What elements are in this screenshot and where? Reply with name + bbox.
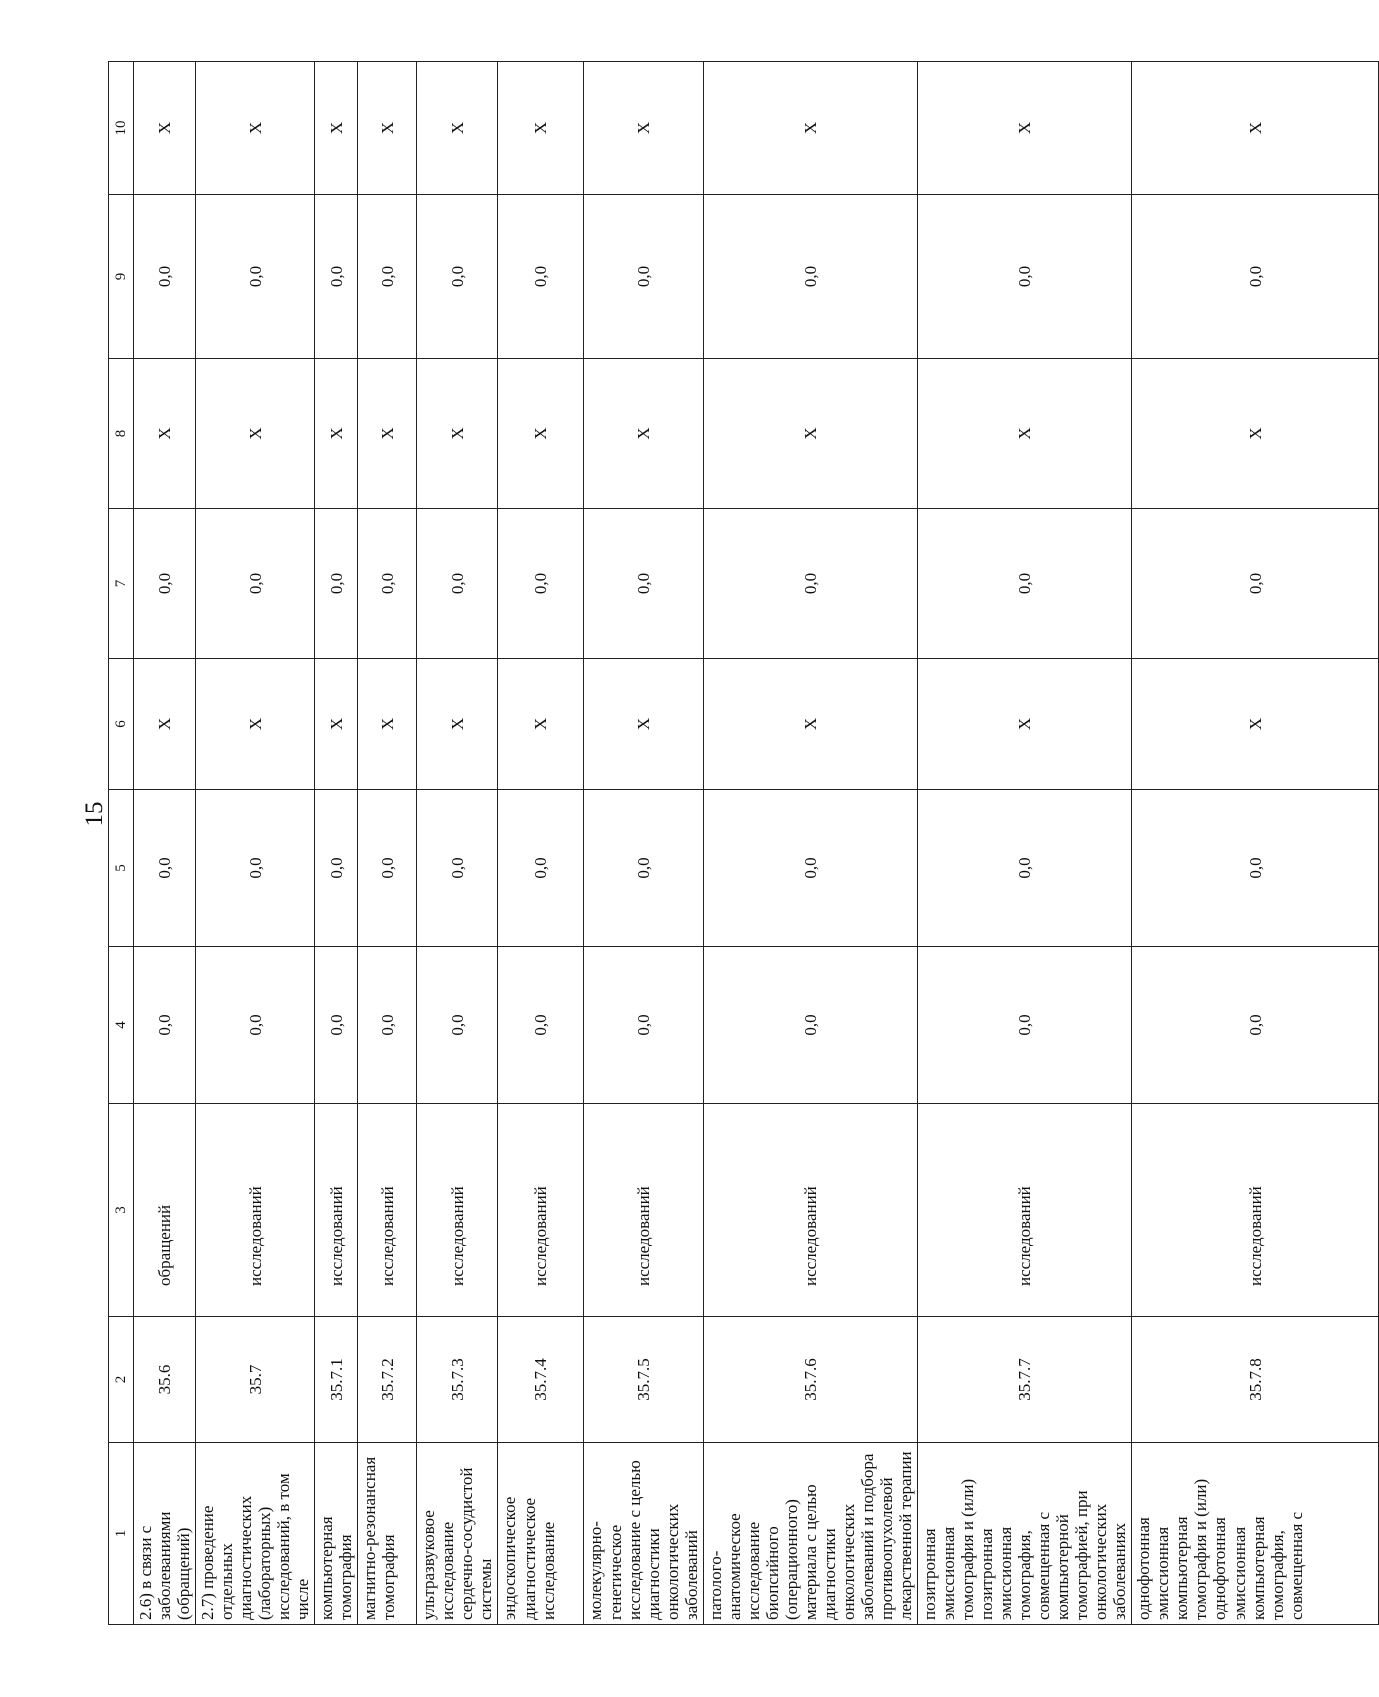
column-header: 10	[109, 62, 134, 195]
cell-col5: 0,0	[498, 790, 584, 947]
cell-col4: 0,0	[584, 947, 703, 1104]
cell-col4: 0,0	[918, 947, 1132, 1104]
row-name: позитронная эмиссионная томография и (или) позитронная эмиссионная томография, совмещенная с компьютерной томографией, при онкологических заболеваниях	[918, 1443, 1132, 1625]
cell-col9: 0,0	[1132, 195, 1379, 359]
cell-col9: 0,0	[498, 195, 584, 359]
cell-col6: X	[1132, 659, 1379, 790]
cell-col8: X	[498, 359, 584, 509]
cell-col4: 0,0	[358, 947, 417, 1104]
cell-col8: X	[196, 359, 315, 509]
row-unit: исследований	[498, 1104, 584, 1317]
cell-col8: X	[358, 359, 417, 509]
table-container	[108, 62, 1306, 1625]
cell-col7: 0,0	[358, 509, 417, 659]
cell-col7: 0,0	[498, 509, 584, 659]
row-code: 35.7.6	[703, 1317, 917, 1443]
cell-col8: X	[134, 359, 196, 509]
row-code: 35.6	[134, 1317, 196, 1443]
column-header: 9	[109, 195, 134, 359]
cell-col6: X	[584, 659, 703, 790]
row-unit: исследований	[358, 1104, 417, 1317]
cell-col6: X	[417, 659, 498, 790]
cell-col8: X	[417, 359, 498, 509]
row-name: ультразвуковое исследование сердечно-сосудистой системы	[417, 1443, 498, 1625]
row-unit: исследований	[1132, 1104, 1379, 1317]
cell-col6: X	[315, 659, 358, 790]
cell-col5: 0,0	[584, 790, 703, 947]
cell-col10: X	[358, 62, 417, 195]
cell-col9: 0,0	[584, 195, 703, 359]
cell-col9: 0,0	[358, 195, 417, 359]
data-table	[108, 61, 1379, 1625]
cell-col7: 0,0	[134, 509, 196, 659]
row-name: 2.6) в связи с заболеваниями (обращений)	[134, 1443, 196, 1625]
column-header: 4	[109, 947, 134, 1104]
cell-col6: X	[918, 659, 1132, 790]
table-row	[358, 62, 417, 1625]
cell-col6: X	[196, 659, 315, 790]
cell-col8: X	[315, 359, 358, 509]
cell-col4: 0,0	[1132, 947, 1379, 1104]
cell-col8: X	[918, 359, 1132, 509]
cell-col8: X	[703, 359, 917, 509]
cell-col10: X	[134, 62, 196, 195]
row-unit: исследований	[196, 1104, 315, 1317]
cell-col5: 0,0	[703, 790, 917, 947]
row-name: патолого-анатомическое исследование биопсийного (операционного) материала с целью диагностики онкологических заболеваний и подбора противоопухолевой лекарственной терапии	[703, 1443, 917, 1625]
cell-col5: 0,0	[315, 790, 358, 947]
table-row	[584, 62, 703, 1625]
table-row	[498, 62, 584, 1625]
row-unit: исследований	[918, 1104, 1132, 1317]
cell-col8: X	[1132, 359, 1379, 509]
cell-col7: 0,0	[1132, 509, 1379, 659]
row-name: магнитно-резонансная томография	[358, 1443, 417, 1625]
column-header: 5	[109, 790, 134, 947]
cell-col5: 0,0	[417, 790, 498, 947]
cell-col4: 0,0	[315, 947, 358, 1104]
row-code: 35.7	[196, 1317, 315, 1443]
cell-col9: 0,0	[417, 195, 498, 359]
column-header: 6	[109, 659, 134, 790]
row-code: 35.7.7	[918, 1317, 1132, 1443]
cell-col6: X	[134, 659, 196, 790]
cell-col4: 0,0	[134, 947, 196, 1104]
page-number: 15	[81, 801, 108, 827]
table-row	[1132, 62, 1379, 1625]
cell-col7: 0,0	[703, 509, 917, 659]
column-header: 1	[109, 1443, 134, 1625]
cell-col5: 0,0	[196, 790, 315, 947]
cell-col10: X	[584, 62, 703, 195]
row-unit: исследований	[703, 1104, 917, 1317]
table-row	[315, 62, 358, 1625]
row-unit: исследований	[315, 1104, 358, 1317]
cell-col10: X	[196, 62, 315, 195]
cell-col4: 0,0	[196, 947, 315, 1104]
cell-col9: 0,0	[703, 195, 917, 359]
cell-col7: 0,0	[417, 509, 498, 659]
row-unit: исследований	[584, 1104, 703, 1317]
cell-col5: 0,0	[1132, 790, 1379, 947]
column-header: 7	[109, 509, 134, 659]
row-code: 35.7.5	[584, 1317, 703, 1443]
table-row	[417, 62, 498, 1625]
row-code: 35.7.3	[417, 1317, 498, 1443]
row-name: 2.7) проведение отдельных диагностических (лабораторных) исследований, в том числе	[196, 1443, 315, 1625]
cell-col9: 0,0	[918, 195, 1132, 359]
table-row	[134, 62, 196, 1625]
table-row	[703, 62, 917, 1625]
cell-col4: 0,0	[417, 947, 498, 1104]
row-unit: исследований	[417, 1104, 498, 1317]
cell-col9: 0,0	[315, 195, 358, 359]
column-header: 3	[109, 1104, 134, 1317]
row-name: молекулярно-генетическое исследование с целью диагностики онкологических заболеваний	[584, 1443, 703, 1625]
row-name: однофотонная эмиссионная компьютерная томография и (или) однофотонная эмиссионная компьютерная томография, совмещенная с	[1132, 1443, 1379, 1625]
cell-col7: 0,0	[918, 509, 1132, 659]
row-name: эндоскопическое диагностическое исследование	[498, 1443, 584, 1625]
cell-col5: 0,0	[918, 790, 1132, 947]
cell-col9: 0,0	[134, 195, 196, 359]
cell-col10: X	[703, 62, 917, 195]
row-code: 35.7.8	[1132, 1317, 1379, 1443]
column-header: 2	[109, 1317, 134, 1443]
cell-col6: X	[703, 659, 917, 790]
cell-col5: 0,0	[358, 790, 417, 947]
cell-col10: X	[417, 62, 498, 195]
cell-col10: X	[1132, 62, 1379, 195]
row-code: 35.7.1	[315, 1317, 358, 1443]
cell-col10: X	[315, 62, 358, 195]
row-unit: обращений	[134, 1104, 196, 1317]
cell-col6: X	[498, 659, 584, 790]
cell-col5: 0,0	[134, 790, 196, 947]
cell-col9: 0,0	[196, 195, 315, 359]
cell-col10: X	[918, 62, 1132, 195]
row-code: 35.7.4	[498, 1317, 584, 1443]
cell-col4: 0,0	[498, 947, 584, 1104]
table-row	[918, 62, 1132, 1625]
cell-col6: X	[358, 659, 417, 790]
column-header: 8	[109, 359, 134, 509]
cell-col4: 0,0	[703, 947, 917, 1104]
row-code: 35.7.2	[358, 1317, 417, 1443]
header-row	[109, 62, 134, 1625]
cell-col7: 0,0	[315, 509, 358, 659]
table-row	[196, 62, 315, 1625]
cell-col7: 0,0	[196, 509, 315, 659]
cell-col7: 0,0	[584, 509, 703, 659]
row-name: компьютерная томография	[315, 1443, 358, 1625]
cell-col8: X	[584, 359, 703, 509]
cell-col10: X	[498, 62, 584, 195]
